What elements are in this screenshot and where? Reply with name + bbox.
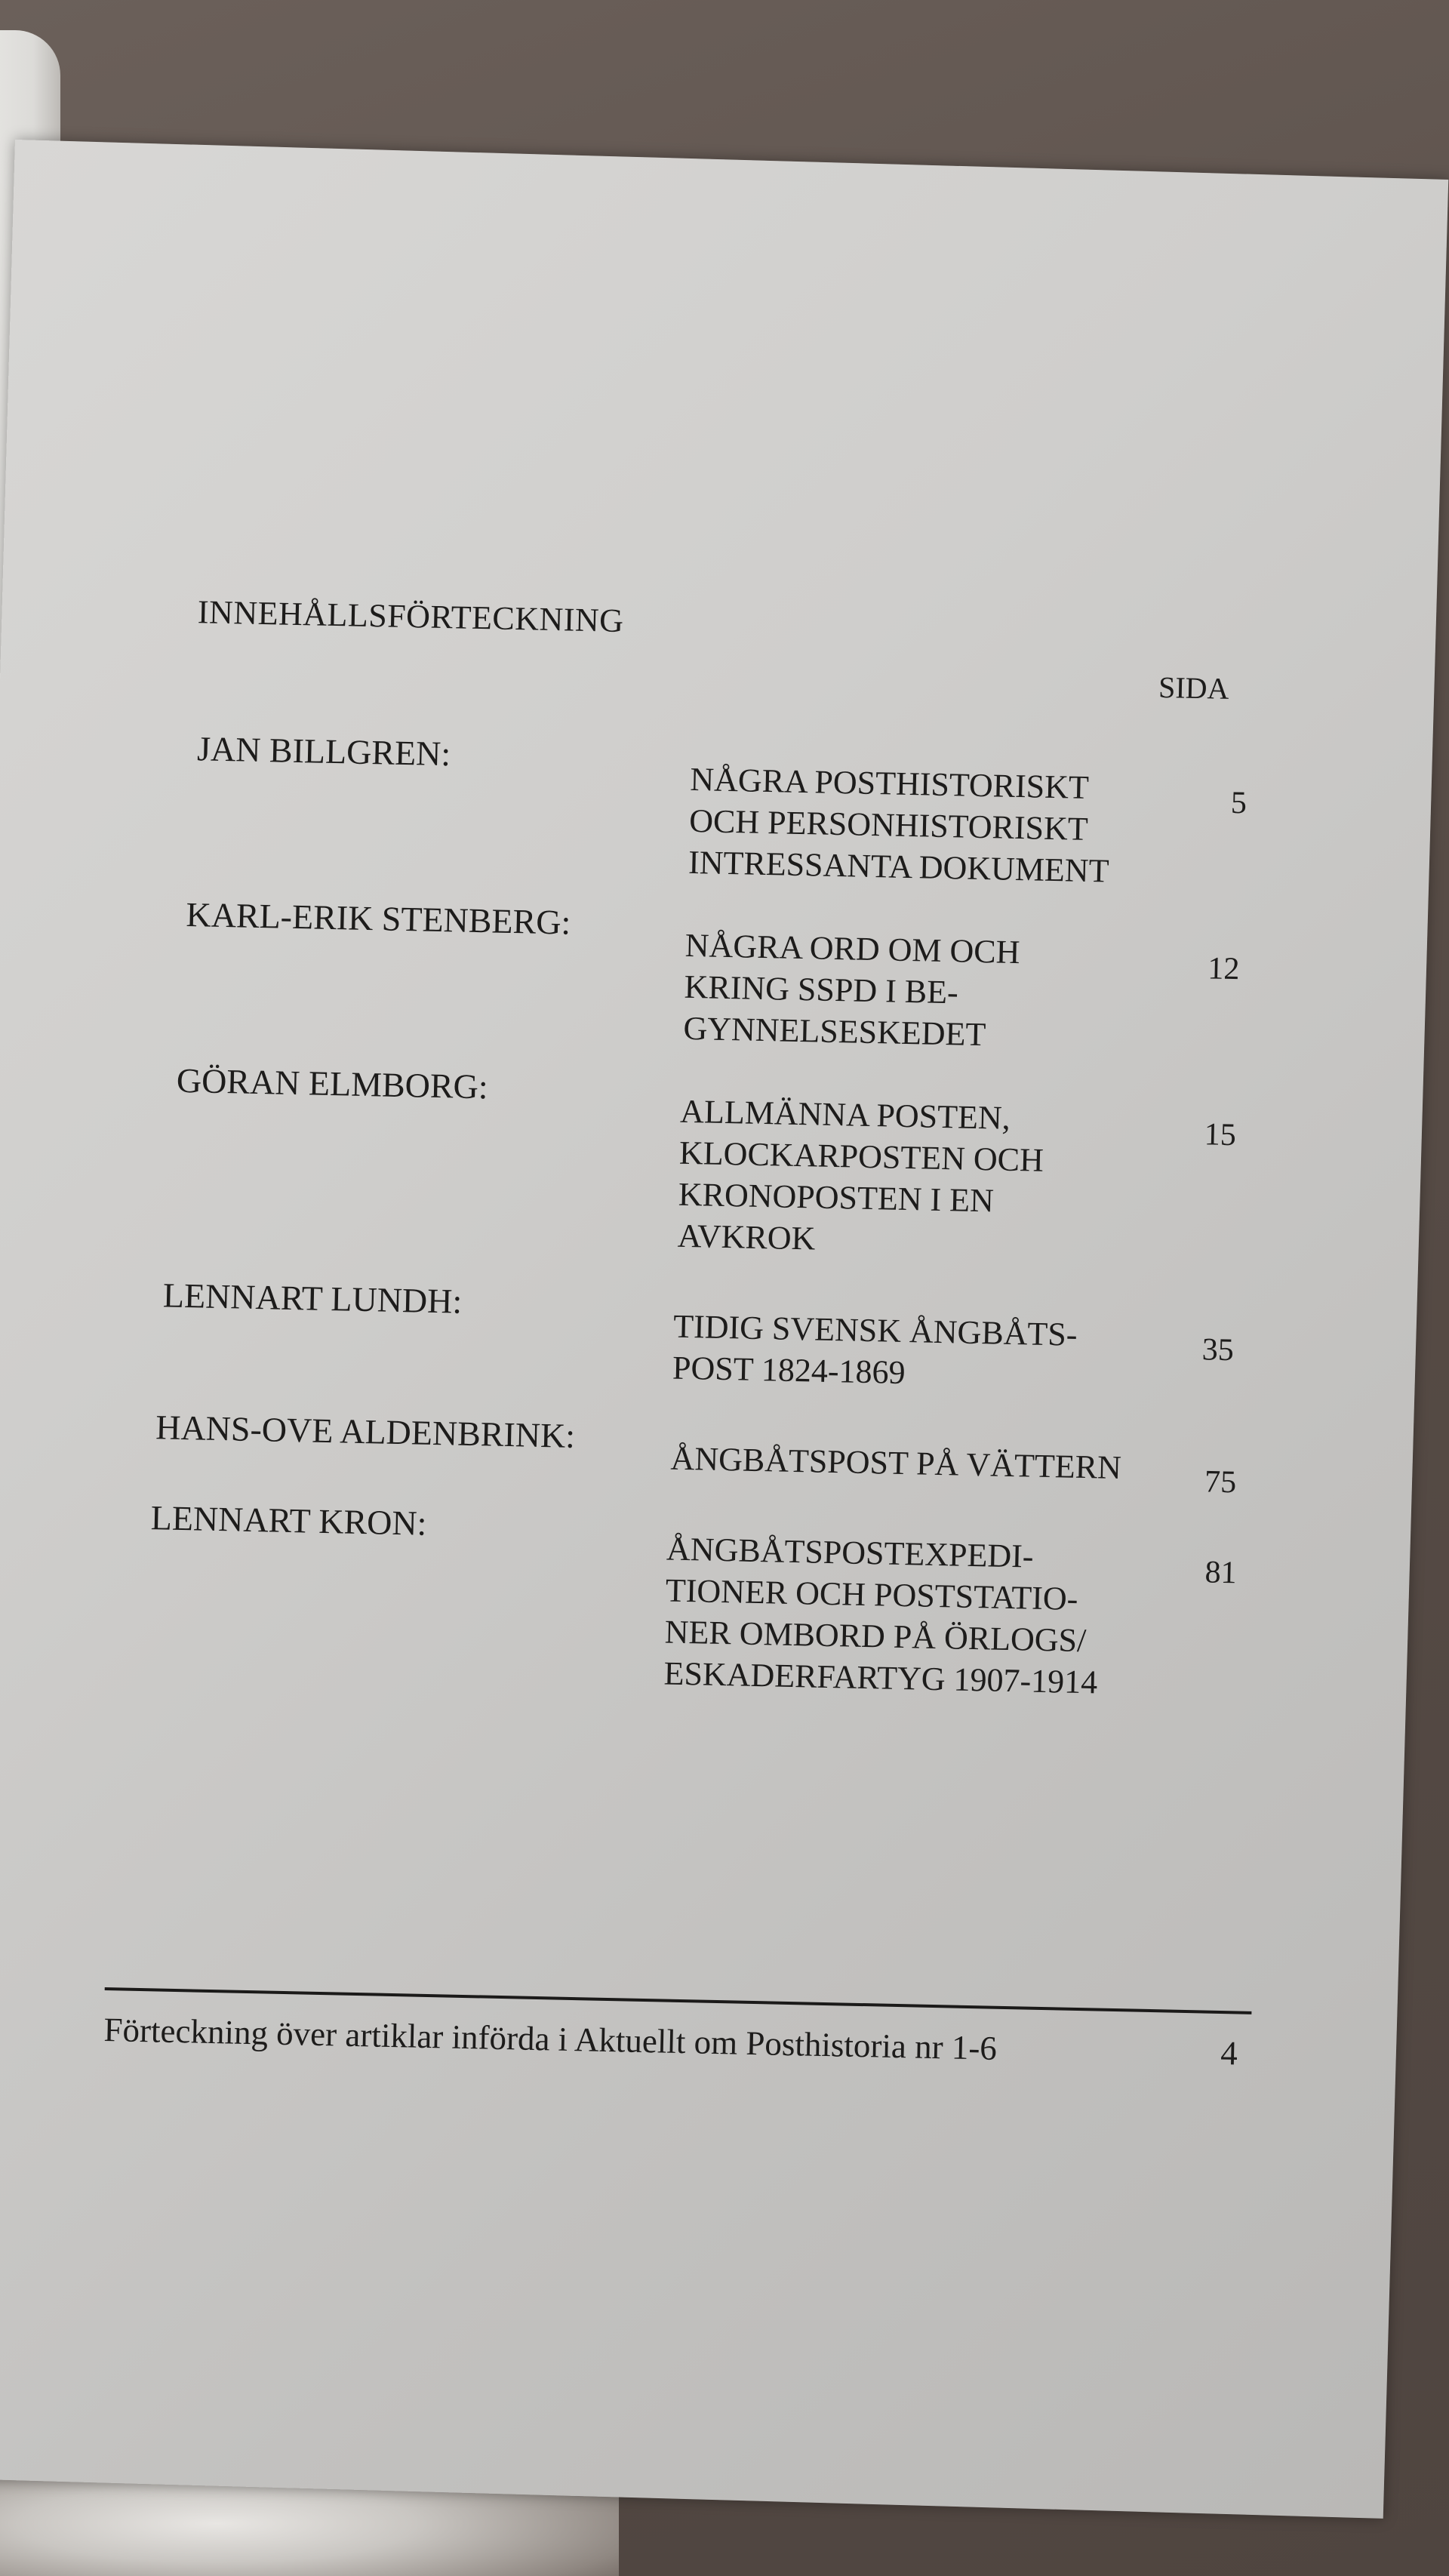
footer-page-number: 4 <box>1220 2034 1238 2073</box>
toc-title-line: KRONOPOSTEN I EN <box>678 1175 995 1220</box>
footer-rule <box>105 1987 1252 2014</box>
toc-page-number: 15 <box>1204 1117 1237 1153</box>
toc-title-line: AVKROK <box>677 1217 816 1257</box>
toc-title <box>672 1306 1187 1399</box>
toc-title-line: ALLMÄNNA POSTEN, <box>679 1092 1011 1137</box>
toc-page-number: 75 <box>1204 1464 1237 1500</box>
toc-author: GÖRAN ELMBORG: <box>176 1060 489 1106</box>
toc-page-number: 35 <box>1201 1332 1235 1368</box>
toc-title <box>670 1438 1184 1490</box>
toc-entry <box>0 1404 1423 1500</box>
toc-title-line: NÅGRA ORD OM OCH <box>685 926 1020 971</box>
toc-title-line: NÅGRA POSTHISTORISKT <box>689 760 1090 806</box>
toc-title-line: GYNNELSESKEDET <box>683 1009 986 1054</box>
toc-page-number: 5 <box>1230 785 1247 821</box>
toc-entry <box>0 1057 1429 1257</box>
toc-author: LENNART KRON: <box>150 1498 427 1543</box>
toc-title <box>683 925 1198 1060</box>
page-column-label: SIDA <box>1158 669 1229 706</box>
toc-author: HANS-OVE ALDENBRINK: <box>155 1408 576 1455</box>
document-page <box>0 140 1448 2519</box>
toc-entry <box>0 1272 1425 1392</box>
toc-title-line: NER OMBORD PÅ ÖRLOGS/ <box>664 1613 1087 1660</box>
footer-text: Förteckning över artiklar införda i Aktuellt om Posthistoria nr 1-6 <box>103 2011 998 2067</box>
toc-page-number: 81 <box>1204 1555 1238 1591</box>
toc-title-line: KRING SSPD I BE- <box>684 968 959 1011</box>
toc-title-line: ÅNGBÅTSPOST PÅ VÄTTERN <box>670 1439 1122 1487</box>
toc-heading: INNEHÅLLSFÖRTECKNING <box>197 593 625 640</box>
toc-title-line: ESKADERFARTYG 1907-1914 <box>663 1654 1098 1701</box>
toc-page-number: 12 <box>1207 951 1240 987</box>
toc-title-line: POST 1824-1869 <box>672 1349 906 1392</box>
toc-author: LENNART LUNDH: <box>162 1276 463 1321</box>
toc-title-line: KLOCKARPOSTEN OCH <box>678 1134 1044 1179</box>
toc-title-line: OCH PERSONHISTORISKT <box>688 802 1089 848</box>
toc-author: KARL-ERIK STENBERG: <box>186 894 571 942</box>
toc-title-line: ÅNGBÅTSPOSTEXPEDI- <box>666 1530 1034 1575</box>
toc-title <box>663 1528 1180 1704</box>
toc-entry <box>3 725 1437 890</box>
toc-author: JAN BILLGREN: <box>196 729 451 774</box>
toc-title <box>688 759 1204 894</box>
toc-title-line: TIONER OCH POSTSTATIO- <box>665 1571 1078 1617</box>
toc-title <box>677 1091 1193 1267</box>
toc-title-line: TIDIG SVENSK ÅNGBÅTS- <box>672 1307 1078 1353</box>
page-content <box>0 140 1449 2509</box>
toc-title-line: INTRESSANTA DOKUMENT <box>688 843 1110 890</box>
toc-entry <box>0 891 1433 1054</box>
